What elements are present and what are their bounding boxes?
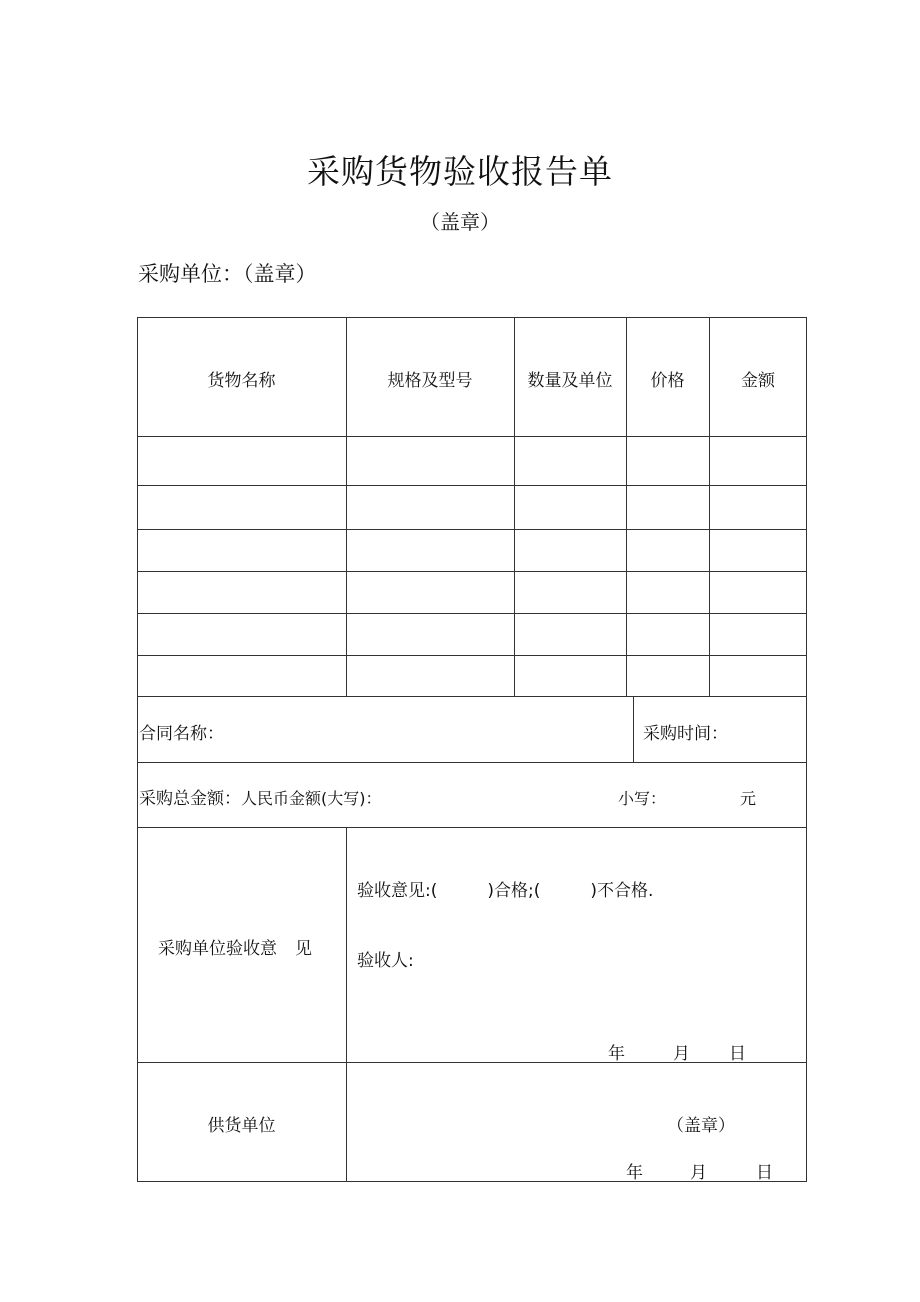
purchaser-label: 采购单位：（盖章） <box>138 262 317 286</box>
grid-line <box>137 613 807 614</box>
header-spec-model: 规格及型号 <box>387 371 473 391</box>
total-amount-row <box>139 784 382 809</box>
rmb-uppercase-label: 人民币金额(大写)： <box>241 789 382 808</box>
acceptance-section-label <box>158 934 312 959</box>
supplier-seal: （盖章） <box>667 1116 735 1136</box>
purchase-time-label: 采购时间： <box>643 724 728 744</box>
header-amount: 金额 <box>741 371 775 391</box>
grid-line <box>137 827 807 828</box>
grid-line <box>137 436 807 437</box>
grid-line <box>137 696 807 697</box>
title-seal-note: （盖章） <box>420 210 500 234</box>
acceptance-year: 年 <box>608 1044 625 1064</box>
yuan-unit: 元 <box>740 789 757 808</box>
inspector-label: 验收人: <box>357 951 414 971</box>
grid-line <box>633 696 634 762</box>
supplier-day: 日 <box>756 1163 773 1183</box>
opinion-fail: )不合格. <box>590 881 654 901</box>
grid-line <box>137 529 807 530</box>
grid-line <box>137 1062 807 1063</box>
total-amount-label: 采购总金额： <box>139 789 241 809</box>
grid-line <box>137 655 807 656</box>
acceptance-form-table <box>137 317 807 1182</box>
lowercase-amount-label: 小写： <box>618 789 667 808</box>
contract-name-label: 合同名称： <box>139 724 224 744</box>
acceptance-opinion <box>357 876 653 901</box>
page-title: 采购货物验收报告单 <box>307 152 613 191</box>
grid-line <box>346 827 347 1182</box>
acceptance-section-label-a: 采购单位验收意 <box>158 939 277 959</box>
header-price: 价格 <box>650 371 685 391</box>
supplier-month: 月 <box>690 1163 707 1183</box>
opinion-pass: )合格;( <box>487 881 541 901</box>
acceptance-month: 月 <box>673 1044 690 1064</box>
header-goods-name: 货物名称 <box>207 371 276 391</box>
grid-line <box>137 571 807 572</box>
grid-line <box>137 485 807 486</box>
acceptance-day: 日 <box>729 1044 746 1064</box>
supplier-label: 供货单位 <box>207 1116 276 1136</box>
supplier-year: 年 <box>626 1163 643 1183</box>
grid-line <box>137 762 807 763</box>
header-quantity-unit: 数量及单位 <box>527 371 613 391</box>
opinion-prefix: 验收意见:( <box>357 881 438 901</box>
acceptance-section-label-b: 见 <box>295 939 312 959</box>
